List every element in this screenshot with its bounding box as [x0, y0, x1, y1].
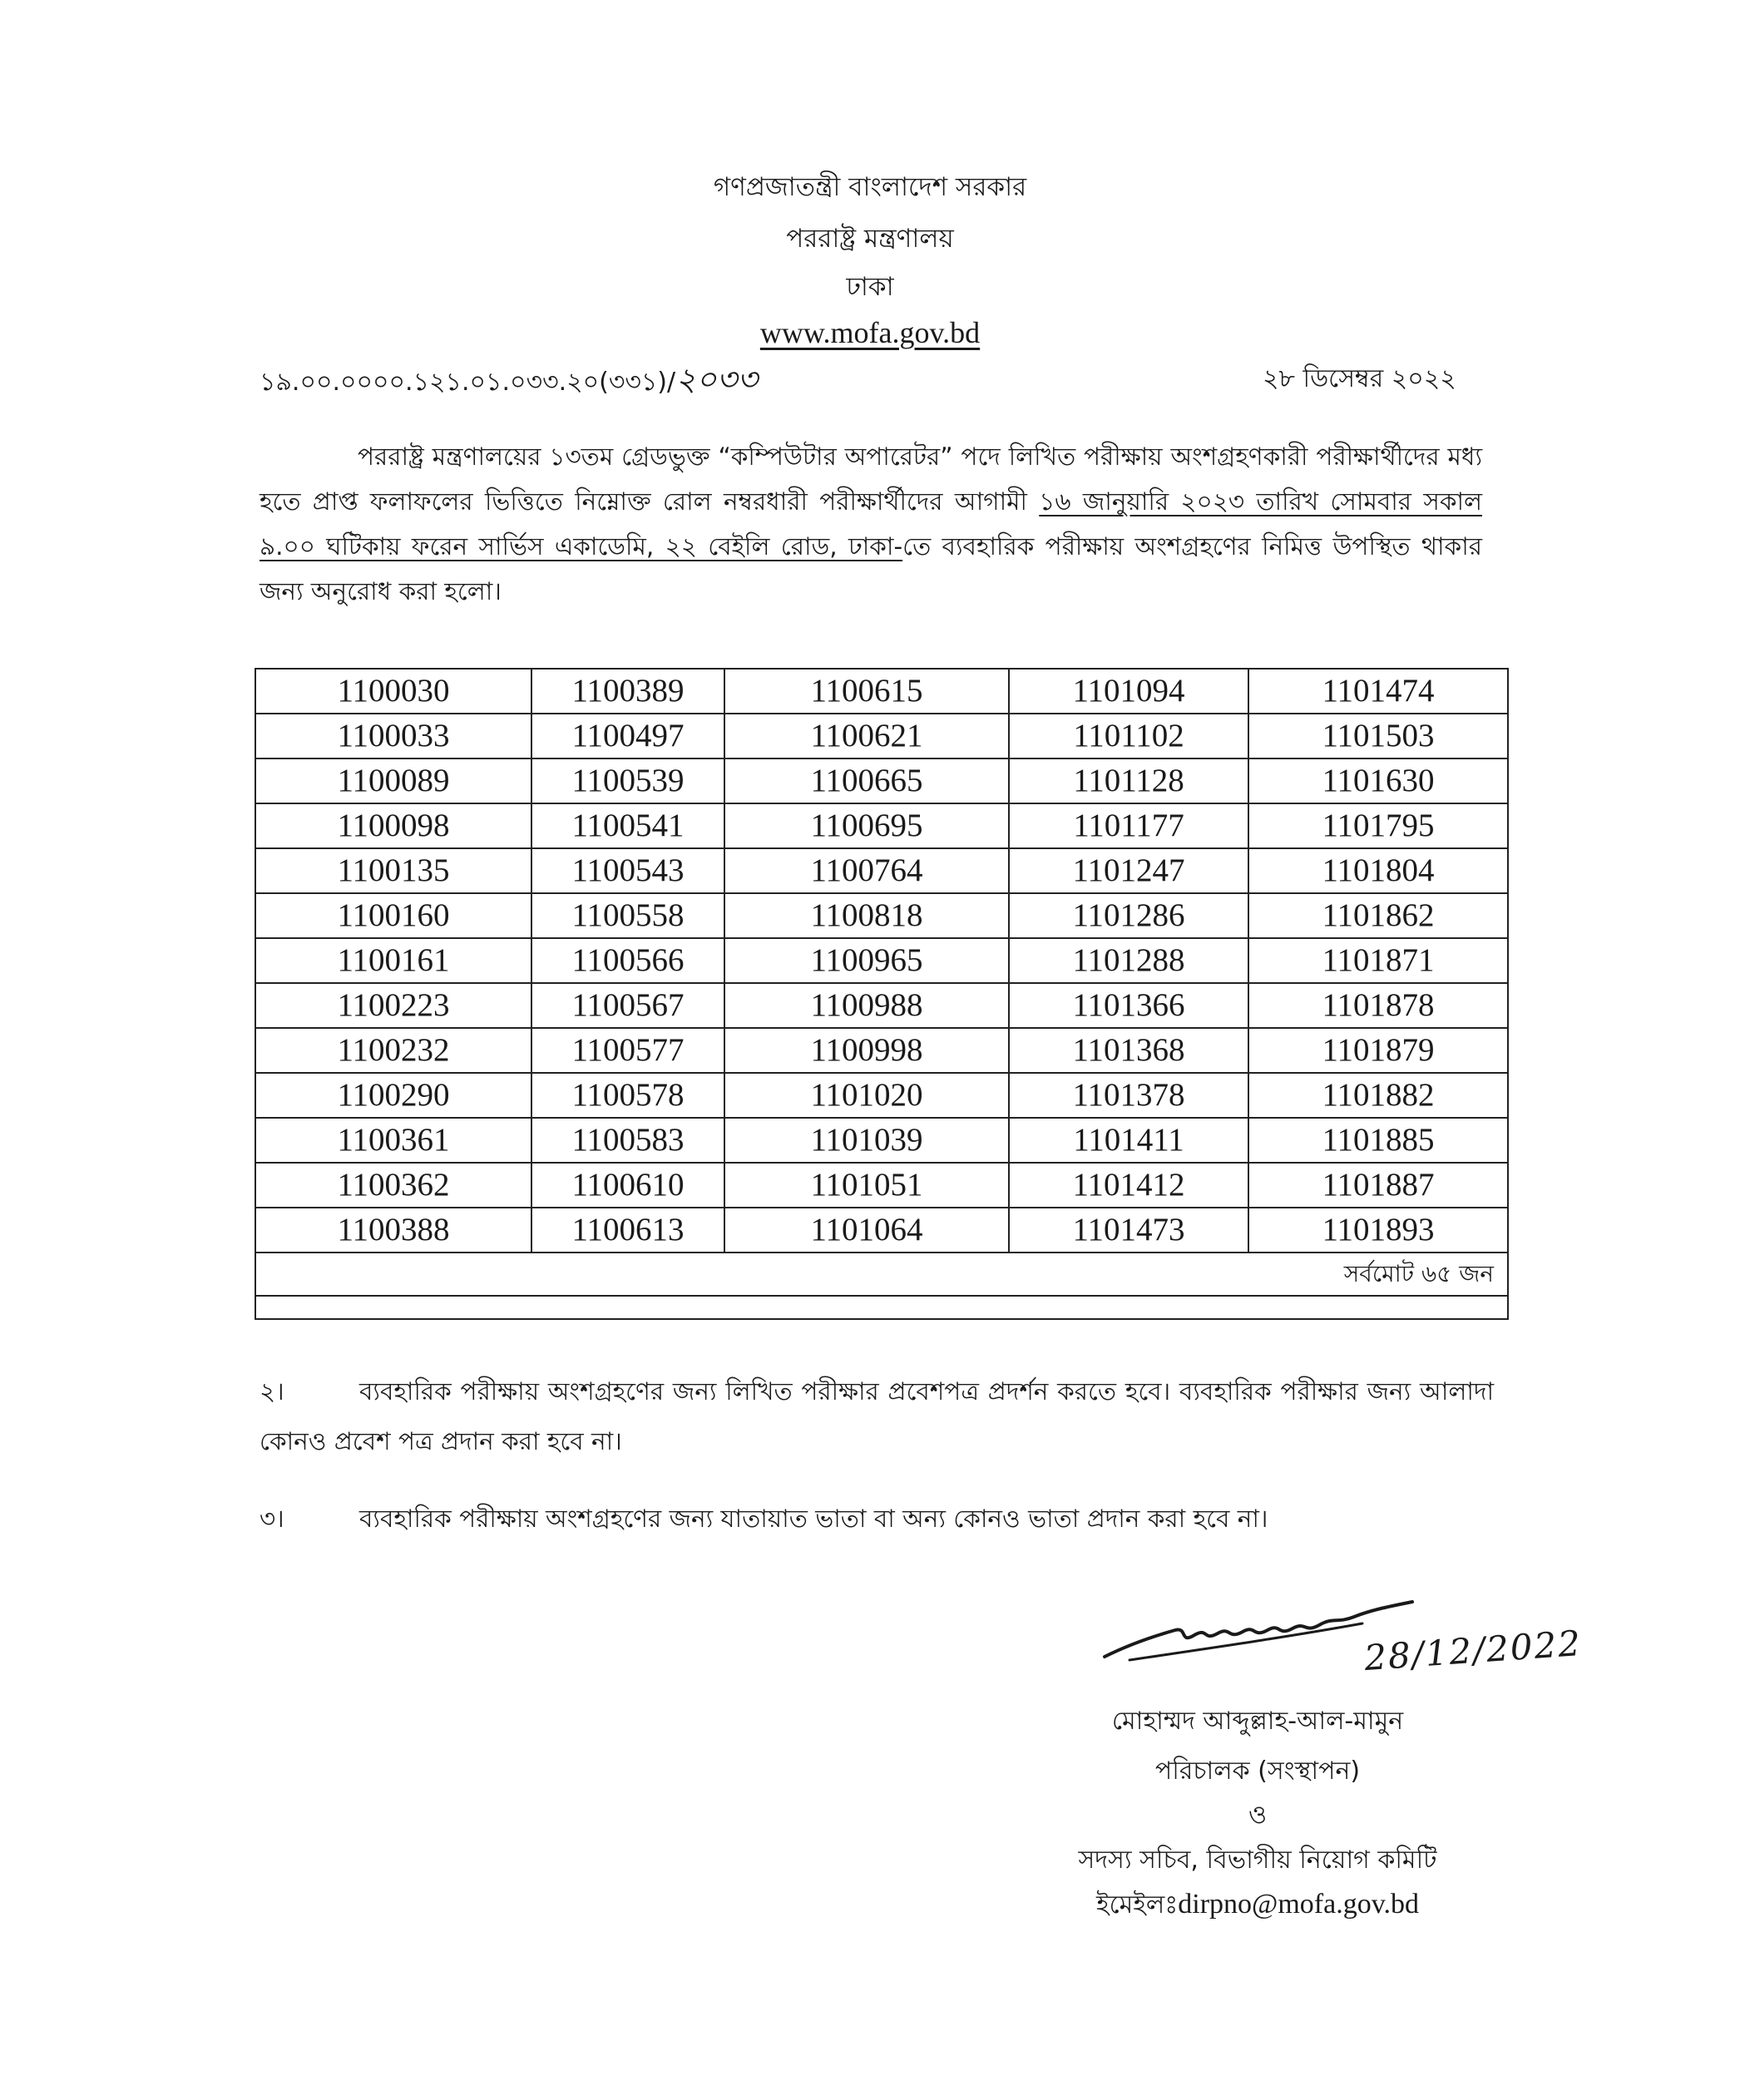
- roll-number-cell: 1101378: [1009, 1073, 1248, 1118]
- roll-number-cell: 1101366: [1009, 983, 1248, 1028]
- roll-number-cell: 1100161: [255, 938, 531, 983]
- roll-number-cell: 1101094: [1009, 669, 1248, 714]
- roll-number-cell: 1100033: [255, 714, 531, 758]
- roll-number-cell: 1101804: [1248, 848, 1508, 893]
- roll-number-cell: 1100361: [255, 1118, 531, 1163]
- roll-number-cell: 1100610: [531, 1163, 724, 1208]
- roll-number-cell: 1100965: [724, 938, 1009, 983]
- roll-number-cell: 1100621: [724, 714, 1009, 758]
- table-row: [255, 938, 1508, 983]
- signatory-role: সদস্য সচিব, বিভাগীয় নিয়োগ কমিটি: [1078, 1846, 1437, 1875]
- note-2: [260, 1366, 1494, 1466]
- city-name: ঢাকা: [846, 272, 894, 302]
- roll-number-cell: 1101064: [724, 1208, 1009, 1253]
- roll-number-cell: 1101102: [1009, 714, 1248, 758]
- table-row: [255, 1073, 1508, 1118]
- roll-number-cell: 1101474: [1248, 669, 1508, 714]
- signature-date: 28/12/2022: [1362, 1622, 1584, 1679]
- note-2-number: ২।: [260, 1377, 284, 1406]
- intro-text-part2: তে ব্যবহারিক পরীক্ষায় অংশগ্রহণের নিমিত্ত উপস্থিত থাকার জন্য অনুরোধ করা হলো।: [260, 532, 1482, 605]
- table-row: [255, 669, 1508, 714]
- roll-number-cell: 1100583: [531, 1118, 724, 1163]
- roll-number-cell: 1100290: [255, 1073, 531, 1118]
- roll-number-cell: 1100362: [255, 1163, 531, 1208]
- roll-number-cell: 1101288: [1009, 938, 1248, 983]
- roll-number-cell: 1101411: [1009, 1118, 1248, 1163]
- roll-number-cell: 1100578: [531, 1073, 724, 1118]
- roll-number-cell: 1101368: [1009, 1028, 1248, 1073]
- table-row: [255, 758, 1508, 803]
- roll-number-cell: 1100388: [255, 1208, 531, 1253]
- table-row: [255, 983, 1508, 1028]
- table-row: [255, 1208, 1508, 1253]
- table-row: [255, 1028, 1508, 1073]
- roll-number-cell: 1101039: [724, 1118, 1009, 1163]
- roll-number-cell: 1100577: [531, 1028, 724, 1073]
- roll-number-cell: 1101503: [1248, 714, 1508, 758]
- government-name: গণপ্রজাতন্ত্রী বাংলাদেশ সরকার: [713, 172, 1027, 202]
- table-row: [255, 848, 1508, 893]
- roll-number-cell: 1100695: [724, 803, 1009, 848]
- roll-number-cell: 1101893: [1248, 1208, 1508, 1253]
- roll-number-cell: 1101795: [1248, 803, 1508, 848]
- roll-number-cell: 1100539: [531, 758, 724, 803]
- roll-number-cell: 1101051: [724, 1163, 1009, 1208]
- memo-number: [260, 363, 758, 399]
- table-row: [255, 1118, 1508, 1163]
- note-3-number: ৩।: [260, 1505, 284, 1533]
- table-row: [255, 714, 1508, 758]
- roll-number-cell: 1100818: [724, 893, 1009, 938]
- roll-number-cell: 1100160: [255, 893, 531, 938]
- roll-number-cell: 1101020: [724, 1073, 1009, 1118]
- roll-number-cell: 1100223: [255, 983, 531, 1028]
- roll-number-cell: 1100030: [255, 669, 531, 714]
- roll-number-cell: 1100764: [724, 848, 1009, 893]
- roll-number-cell: 1100615: [724, 669, 1009, 714]
- roll-number-cell: 1101286: [1009, 893, 1248, 938]
- roll-number-cell: 1100098: [255, 803, 531, 848]
- roll-number-cell: 1100567: [531, 983, 724, 1028]
- roll-number-cell: 1100541: [531, 803, 724, 848]
- roll-number-cell: 1101879: [1248, 1028, 1508, 1073]
- email-link[interactable]: dirpno@mofa.gov.bd: [1178, 1889, 1419, 1920]
- roll-number-cell: 1100988: [724, 983, 1009, 1028]
- roll-number-cell: 1100566: [531, 938, 724, 983]
- roll-number-cell: 1100232: [255, 1028, 531, 1073]
- signatory-designation: পরিচালক (সংস্থাপন): [1154, 1757, 1361, 1786]
- roll-number-cell: 1100135: [255, 848, 531, 893]
- roll-number-cell: 1101177: [1009, 803, 1248, 848]
- note-3: [260, 1494, 1494, 1544]
- roll-number-cell: 1100558: [531, 893, 724, 938]
- table-row: [255, 803, 1508, 848]
- roll-number-cell: 1101878: [1248, 983, 1508, 1028]
- memo-number-text: ১৯.০০.০০০০.১২১.০১.০৩৩.২০(৩৩১)/: [260, 368, 676, 397]
- website-link[interactable]: www.mofa.gov.bd: [759, 316, 981, 349]
- note-2-text: ব্যবহারিক পরীক্ষায় অংশগ্রহণের জন্য লিখিত পরীক্ষার প্রবেশপত্র প্রদর্শন করতে হবে। ব্যবহারিক পরীক্ষার জন্য আলাদা কোনও প্রবেশ পত্র প্রদান করা হবে না।: [260, 1377, 1494, 1455]
- memo-date: ২৮ ডিসেম্বর ২০২২: [1263, 364, 1456, 393]
- roll-number-table: [255, 668, 1509, 1320]
- intro-exam-venue: ১৬ জানুয়ারি ২০২৩ তারিখ সোমবার সকাল ৯.০০ ঘটিকায় ফরেন সার্ভিস একাডেমি, ২২ বেইলি রোড, ঢাকা-: [260, 487, 1482, 561]
- website-line: [0, 316, 1740, 349]
- roll-number-cell: 1100543: [531, 848, 724, 893]
- roll-number-cell: 1101247: [1009, 848, 1248, 893]
- roll-table-body: [255, 669, 1508, 1319]
- signatory-conjunction: ও: [1248, 1801, 1268, 1830]
- roll-number-cell: 1101128: [1009, 758, 1248, 803]
- ministry-name: পররাষ্ট্র মন্ত্রণালয়: [786, 224, 954, 254]
- roll-number-cell: 1101887: [1248, 1163, 1508, 1208]
- roll-number-cell: 1100089: [255, 758, 531, 803]
- roll-number-cell: 1101871: [1248, 938, 1508, 983]
- roll-number-cell: 1100613: [531, 1208, 724, 1253]
- roll-number-cell: 1101412: [1009, 1163, 1248, 1208]
- total-count: সর্বমোট ৬৫ জন: [255, 1253, 1508, 1296]
- roll-number-cell: 1101862: [1248, 893, 1508, 938]
- roll-number-cell: 1101882: [1248, 1073, 1508, 1118]
- table-row: [255, 893, 1508, 938]
- table-row: [255, 1163, 1508, 1208]
- table-blank-row: [255, 1296, 1508, 1319]
- intro-text-part1: পররাষ্ট্র মন্ত্রণালয়ের ১৩তম গ্রেডভুক্ত “কম্পিউটার অপারেটর” পদে লিখিত পরীক্ষায় অংশগ্রহণকারী পরীক্ষার্থীদের মধ্য হতে প্রাপ্ত ফলাফলের ভিত্তিতে নিম্নোক্ত রোল নম্বরধারী পরীক্ষার্থীদের আগামী: [260, 442, 1482, 516]
- intro-paragraph: [260, 434, 1482, 614]
- memo-handwritten-suffix: ২০৩৩: [675, 361, 758, 398]
- roll-number-cell: 1101630: [1248, 758, 1508, 803]
- roll-number-cell: 1100389: [531, 669, 724, 714]
- roll-number-cell: 1100497: [531, 714, 724, 758]
- roll-number-cell: 1100998: [724, 1028, 1009, 1073]
- signatory-name: মোহাম্মদ আব্দুল্লাহ-আল-মামুন: [1111, 1707, 1404, 1736]
- roll-number-cell: 1101885: [1248, 1118, 1508, 1163]
- roll-number-cell: 1100665: [724, 758, 1009, 803]
- blank-cell: [255, 1296, 1508, 1319]
- roll-number-cell: 1101473: [1009, 1208, 1248, 1253]
- note-3-text: ব্যবহারিক পরীক্ষায় অংশগ্রহণের জন্য যাতায়াত ভাতা বা অন্য কোনও ভাতা প্রদান করা হবে না।: [359, 1505, 1268, 1533]
- signatory-email-line: [1008, 1888, 1507, 1922]
- table-total-row: [255, 1253, 1508, 1296]
- email-label: ইমেইলঃ: [1095, 1890, 1179, 1920]
